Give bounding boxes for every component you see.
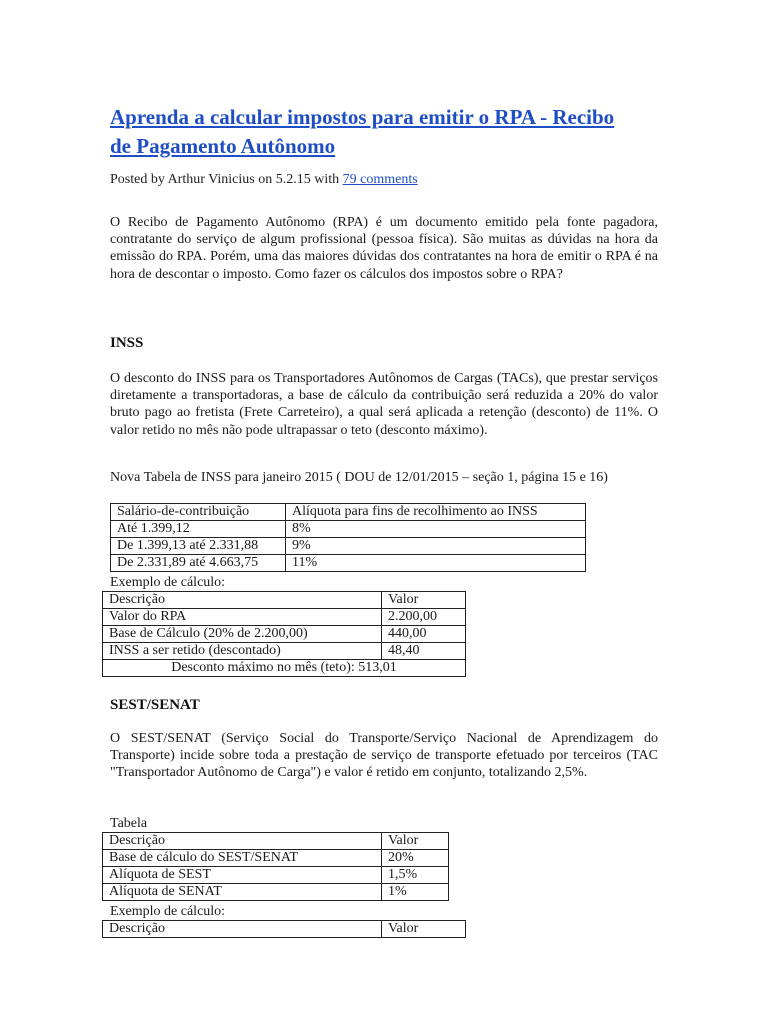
table-cell: 1% — [382, 884, 449, 901]
table-row — [103, 884, 449, 901]
inss-paragraph: O desconto do INSS para os Transportadores Autônomos de Cargas (TACs), que prestar serviços diretamente a transportadoras, a base de cálculo da contribuição será reduzida a 20% do valor bruto pago ao fretista (Frete Carreteiro), a qual será aplicada a retenção (desconto) de 11%. O valor retido no mês não pode ultrapassar o teto (desconto máximo). — [110, 371, 658, 438]
table-cell: Base de Cálculo (20% de 2.200,00) — [103, 626, 382, 643]
table-cell: 440,00 — [382, 626, 466, 643]
table-cell: 9% — [286, 538, 586, 555]
table-cell: Até 1.399,12 — [111, 521, 286, 538]
table-cell: Alíquota de SENAT — [103, 884, 382, 901]
table-header-cell: Valor — [382, 833, 449, 850]
table-footer-cell: Desconto máximo no mês (teto): 513,01 — [103, 660, 466, 677]
inss-example-table — [102, 591, 466, 677]
table-row — [111, 521, 586, 538]
inss-table-caption: Nova Tabela de INSS para janeiro 2015 ( DOU de 12/01/2015 – seção 1, página 15 e 16) — [110, 470, 608, 485]
sest-example-label: Exemplo de cálculo: — [110, 904, 226, 919]
table-cell: 20% — [382, 850, 449, 867]
table-header-cell: Descrição — [103, 592, 382, 609]
sest-rates-table — [102, 832, 449, 901]
sest-paragraph: O SEST/SENAT (Serviço Social do Transporte/Serviço Nacional de Aprendizagem do Transporte) incide sobre toda a prestação de serviço de transporte efetuado por terceiros (TAC "Transportador Autônomo de Carga") e valor é retido em conjunto, totalizando 2,5%. — [110, 731, 658, 781]
table-row — [103, 850, 449, 867]
post-title[interactable]: Aprenda a calcular impostos para emitir o RPA - Recibo de Pagamento Autônomo — [110, 105, 615, 158]
table-header-cell: Descrição — [103, 921, 382, 938]
table-cell: 2.200,00 — [382, 609, 466, 626]
table-header-row — [103, 592, 466, 609]
sest-example-table — [102, 920, 466, 938]
table-row — [103, 867, 449, 884]
table-cell: Valor do RPA — [103, 609, 382, 626]
table-cell: 8% — [286, 521, 586, 538]
table-row — [103, 626, 466, 643]
table-cell: Base de cálculo do SEST/SENAT — [103, 850, 382, 867]
intro-paragraph: O Recibo de Pagamento Autônomo (RPA) é um documento emitido pela fonte pagadora, contratante do serviço de algum profissional (pessoa física). São muitas as dúvidas na hora da emissão do RPA. Porém, uma das maiores dúvidas dos contratantes na hora de emitir o RPA é na hora de descontar o imposto. Como fazer os cálculos dos impostos sobre o RPA? — [110, 215, 658, 282]
post-byline — [110, 171, 418, 188]
table-header-row — [111, 504, 586, 521]
table-cell: De 1.399,13 até 2.331,88 — [111, 538, 286, 555]
inss-rates-table — [110, 503, 586, 572]
table-row — [111, 555, 586, 572]
inss-example-label: Exemplo de cálculo: — [110, 575, 226, 590]
table-header-cell: Valor — [382, 592, 466, 609]
table-header-row — [103, 921, 466, 938]
table-cell: De 2.331,89 até 4.663,75 — [111, 555, 286, 572]
table-cell: 1,5% — [382, 867, 449, 884]
table-row — [103, 609, 466, 626]
table-footer-row — [103, 660, 466, 677]
table-row — [103, 643, 466, 660]
table-cell: 11% — [286, 555, 586, 572]
sest-table-label: Tabela — [110, 816, 148, 831]
byline-text: Posted by Arthur Vinicius on 5.2.15 with — [110, 172, 343, 187]
inss-heading: INSS — [110, 335, 144, 351]
table-row — [111, 538, 586, 555]
table-header-cell: Salário-de-contribuição — [111, 504, 286, 521]
comments-link[interactable]: 79 comments — [342, 172, 418, 187]
table-header-row — [103, 833, 449, 850]
table-header-cell: Alíquota para fins de recolhimento ao INSS — [286, 504, 586, 521]
sest-heading: SEST/SENAT — [110, 697, 200, 713]
table-cell: INSS a ser retido (descontado) — [103, 643, 382, 660]
table-header-cell: Valor — [382, 921, 466, 938]
table-cell: Alíquota de SEST — [103, 867, 382, 884]
table-header-cell: Descrição — [103, 833, 382, 850]
table-cell: 48,40 — [382, 643, 466, 660]
